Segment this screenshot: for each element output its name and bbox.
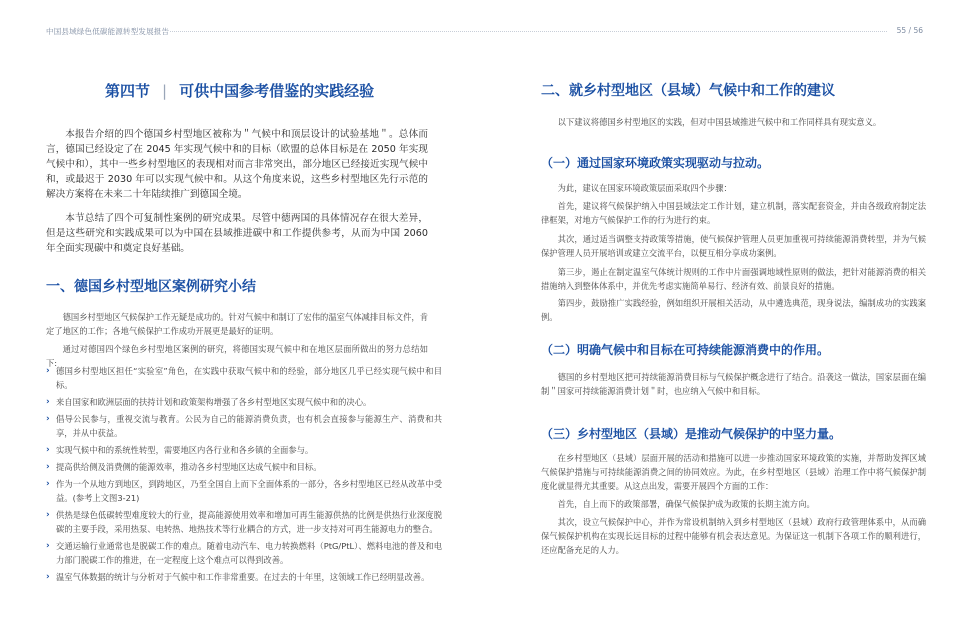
counties-paragraph-3: 其次，设立气候保护中心，并作为常设机制纳入到乡村型地区（县域）政府行政管理体系中，从而确保气候保护机构在实现长远目标的过程中能够有机会表达意见。为保证这一机制下各项工作的顺利进行，还应配备充足的人力。 <box>541 517 926 555</box>
summary-bullet-list <box>46 364 442 587</box>
policy-paragraph-3: 其次，通过适当调整支持政策等措施，使气候保护管理人员更加重视可持续能源消费转型，并为气候保护管理人员开展培训或建立交流平台，以便互相分享成功案例。 <box>541 234 926 258</box>
summary-paragraph-2: 通过对德国四个绿色乡村型地区案例的研究，将德国实现气候中和在地区层面所做出的努力总结如下: <box>46 344 428 368</box>
bullet-item: › 提高供给侧及消费侧的能源效率，推动各乡村型地区达成气候中和目标。 <box>46 462 322 472</box>
counties-paragraph-2: 首先，自上而下的政策部署，确保气候保护成为政策的长期主流方向。 <box>557 499 815 509</box>
subheading-targets: （二）明确气候中和目标在可持续能源消费中的作用。 <box>541 343 830 357</box>
bullet-item: › 实现气候中和的系统性转型，需要地区内各行业和各乡镇的全面参与。 <box>46 445 314 455</box>
section-title <box>105 80 374 101</box>
policy-paragraph-4: 第三步，遏止在制定温室气体统计规则的工作中片面强调地域性原则的做法，把针对能源消费的相关措施纳入到整体体系中，并优先考虑实施简单易行、经济有效、前景良好的措施。 <box>541 267 926 291</box>
counties-paragraph-1: 在乡村型地区（县域）层面开展的活动和措施可以进一步推动国家环境政策的实施，并帮助发挥区域气候保护措施与可持续能源消费之间的协同效应。为此，在乡村型地区（县域）治理工作中将气候保护制度化就显得尤其重要。从这点出发，需要开展四个方面的工作： <box>541 453 926 491</box>
chevron-right-icon: › <box>46 414 50 424</box>
targets-paragraph: 德国的乡村型地区把可持续能源消费目标与气候保护概念进行了结合。沿袭这一做法，国家层面在编制＂国家可持续能源消费计划＂时，也应纳入气候中和目标。 <box>541 372 926 396</box>
bullet-item: › 德国乡村型地区担任“实验室”角色，在实践中获取气候中和的经验，部分地区几乎已经实现气候中和目标。 <box>46 366 442 390</box>
bullet-item: › 供热是绿色低碳转型难度较大的行业，提高能源使用效率和增加可再生能源供热的比例是供热行业深度脱碳的主要手段，采用热泵、电转热、地热技术等行业耦合的方式，进一步支持对可再生能源电力的整合。 <box>46 510 442 534</box>
chevron-right-icon: › <box>46 541 50 551</box>
header-divider <box>170 31 887 32</box>
policy-paragraph-5: 第四步，鼓励推广实践经验，例如组织开展相关活动，从中遴选典范，现身说法，编制成功的实践案例。 <box>541 298 926 322</box>
bullet-item: › 温室气体数据的统计与分析对于气候中和工作非常重要。在过去的十年里，这领域工作已经明显改善。 <box>46 572 430 582</box>
bullet-item: › 交通运输行业通常也是脱碳工作的难点。随着电动汽车、电力转换燃料（PtG/PtL）、燃料电池的普及和电力部门脱碳工作的推进，在一定程度上这个难点可以得到改善。 <box>46 541 442 565</box>
summary-paragraph-1: 德国乡村型地区气候保护工作无疑是成功的。针对气候中和制订了宏伟的温室气体减排目标文件，肯定了地区的工作；各地气候保护工作成功开展更是最好的证明。 <box>46 312 428 336</box>
section-title-text: 可供中国参考借鉴的实践经验 <box>179 82 375 100</box>
running-header-title: 中国县域绿色低碳能源转型发展报告 <box>46 27 170 36</box>
subheading-policy: （一）通过国家环境政策实现驱动与拉动。 <box>541 156 770 170</box>
chevron-right-icon: › <box>46 462 50 472</box>
title-separator: | <box>162 82 168 100</box>
bullet-item: › 作为一个从地方到地区，到跨地区，乃至全国自上而下全面体系的一部分，各乡村型地区已经从改革中受益。(参考上文图3-21) <box>46 479 442 503</box>
policy-paragraph-1: 为此，建议在国家环境政策层面采取四个步骤： <box>557 183 732 193</box>
recommendations-intro: 以下建议将德国乡村型地区的实践，但对中国县域推进气候中和工作同样具有现实意义。 <box>557 117 882 127</box>
bullet-item: › 倡导公民参与，重视交流与教育。公民为自己的能源消费负责，也有机会直接参与能源生产、消费和共享，并从中获益。 <box>46 414 442 438</box>
intro-paragraph-1: 本报告介绍的四个德国乡村型地区被称为＂气候中和顶层设计的试验基地＂。总体而言，德国已经设定了在 2045 年实现气候中和的目标（欧盟的总体目标是在 2050 年实现气候中和），其中一些乡村型地区的表现相对而言非常突出，部分地区已经接近实现气候中和，或最迟于 2030 年可以实现气候中和。从这个角度来说，这些乡村型地区先行示范的解决方案将在未来二十年陆续推广到德国全境。 <box>46 129 428 200</box>
chevron-right-icon: › <box>46 366 50 376</box>
chevron-right-icon: › <box>46 572 50 582</box>
section-number: 第四节 <box>105 82 151 100</box>
subheading-counties: （三）乡村型地区（县域）是推动气候保护的中坚力量。 <box>541 427 842 441</box>
heading-recommendations: 二、就乡村型地区（县域）气候中和工作的建议 <box>541 83 835 99</box>
bullet-item: › 来自国家和欧洲层面的扶持计划和政策架构增强了各乡村型地区实现气候中和的决心。 <box>46 397 372 407</box>
heading-case-summary: 一、德国乡村型地区案例研究小结 <box>46 279 256 295</box>
chevron-right-icon: › <box>46 510 50 520</box>
chevron-right-icon: › <box>46 397 50 407</box>
chevron-right-icon: › <box>46 445 50 455</box>
page-number: 55 / 56 <box>896 26 923 35</box>
intro-paragraph-2: 本节总结了四个可复制性案例的研究成果。尽管中德两国的具体情况存在很大差异，但是这些研究和实践成果可以为中国在县域推进碳中和工作提供参考，从而为中国 2060 年全面实现碳中和奠定良好基础。 <box>46 213 428 254</box>
policy-paragraph-2: 首先，建议将气候保护纳入中国县域法定工作计划，建立机制，落实配套资金，并由各级政府制定法律框架，对地方气候保护工作的行为进行约束。 <box>541 201 926 225</box>
chevron-right-icon: › <box>46 479 50 489</box>
